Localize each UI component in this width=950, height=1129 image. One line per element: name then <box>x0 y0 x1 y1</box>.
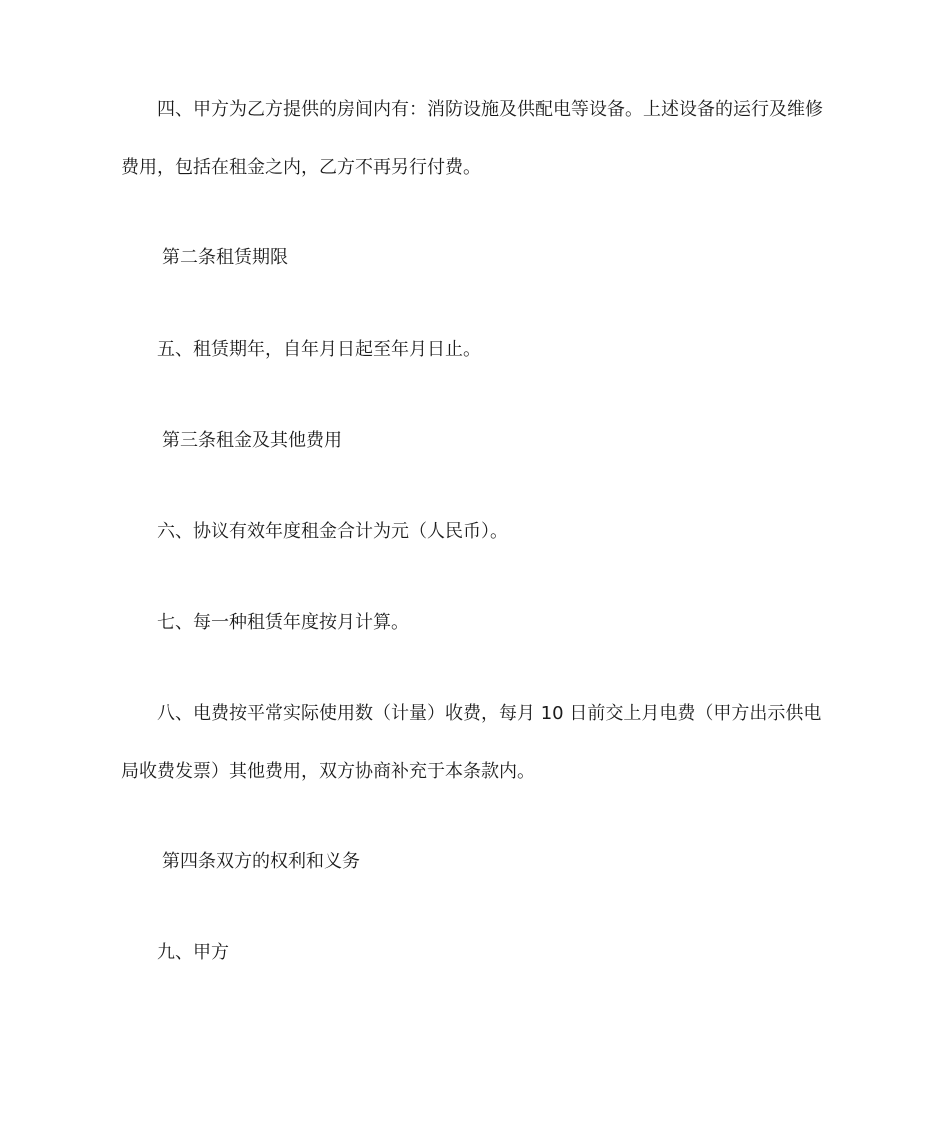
clause-9: 九、甲方 <box>157 942 229 963</box>
article-4-heading: 第四条双方的权利和义务 <box>162 851 360 872</box>
article-3-heading: 第三条租金及其他费用 <box>162 430 342 451</box>
clause-4-line-2: 费用，包括在租金之内，乙方不再另行付费。 <box>121 157 481 178</box>
clause-7: 七、每一种租赁年度按月计算。 <box>157 612 409 633</box>
article-2-heading: 第二条租赁期限 <box>162 247 288 268</box>
clause-6: 六、协议有效年度租金合计为元（人民币）。 <box>157 521 508 542</box>
clause-4-line-1: 四、甲方为乙方提供的房间内有：消防设施及供配电等设备。上述设备的运行及维修 <box>157 99 823 120</box>
clause-5: 五、租赁期年，自年月日起至年月日止。 <box>157 339 481 360</box>
clause-8-line-1: 八、电费按平常实际使用数（计量）收费，每月 10 日前交上月电费（甲方出示供电 <box>157 703 822 724</box>
clause-8-line-2: 局收费发票）其他费用，双方协商补充于本条款内。 <box>121 761 535 782</box>
